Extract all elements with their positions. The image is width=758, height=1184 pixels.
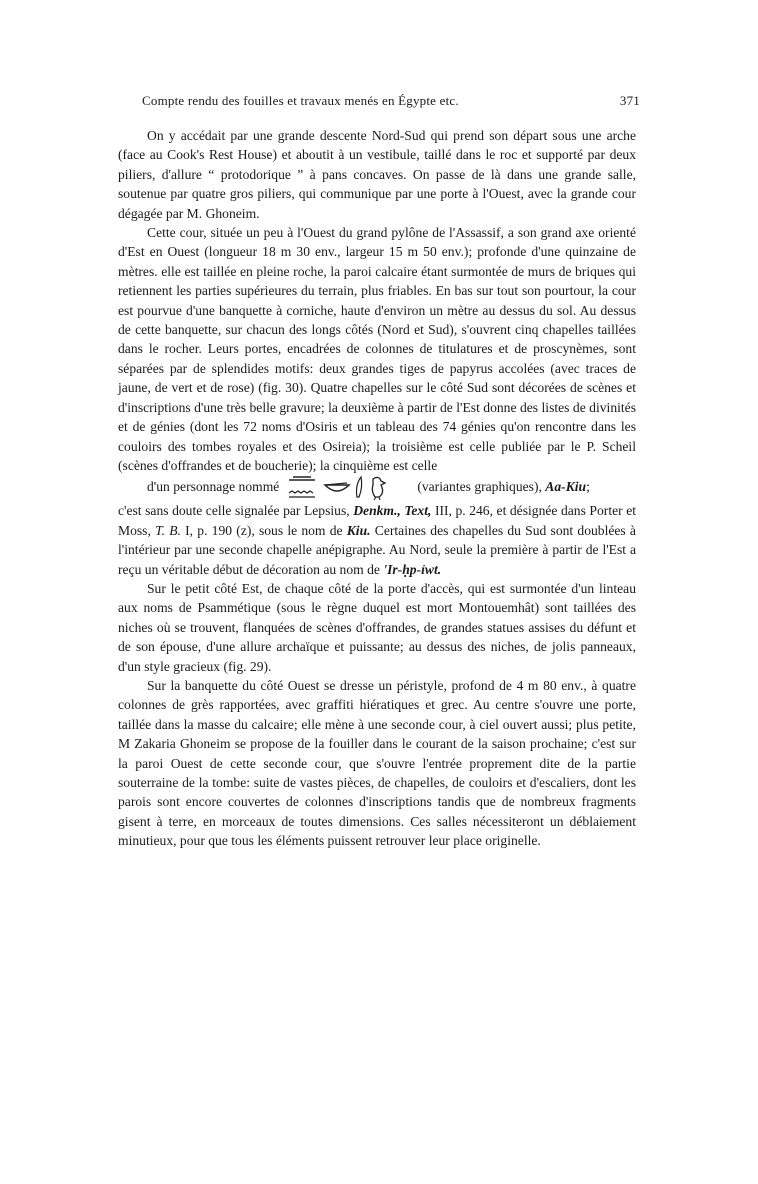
article-body	[118, 126, 636, 851]
name-kiu: Kiu.	[346, 522, 371, 538]
paragraph-2b	[118, 475, 636, 501]
paragraph-2c	[118, 501, 636, 579]
paragraph-1: On y accédait par une grande descente Nord-Sud qui prend son départ sous une arche (face au Cook's Rest House) et aboutit à un vestibule, taillé dans le roc et supporté par deux piliers, d'allure “ protodorique ” à pans concaves. On passe de là dans une grande salle, soutenue par quatre gros piliers, qui communique par une porte à l'Ouest, avec la grande cour dégagée par M. Ghoneim.	[118, 128, 636, 221]
running-header	[142, 93, 640, 109]
citation-denkm: Denkm., Text,	[353, 503, 432, 519]
running-title: Compte rendu des fouilles et travaux menés en Égypte etc.	[142, 93, 459, 108]
text-segment: d'un personnage nommé	[147, 479, 280, 495]
name-ir-hp-iwt: 'Ir-ḥp-ỉwt.	[383, 561, 442, 577]
paragraph-2a: Cette cour, située un peu à l'Ouest du grand pylône de l'Assassif, a son grand axe orienté d'Est en Ouest (longueur 18 m 30 env., largeur 15 m 50 env.); profonde d'une quinzaine de mètres. elle est taillée en pleine roche, la paroi calcaire étant surmontée de murs de briques qui retiennent les parties supérieures du terrain, plus friables. En bas sur tout son pourtour, la cour est pourvue d'une banquette à corniche, haute d'environ un mètre au dessus du sol. Au dessus de cette banquette, sur chacun des longs côtés (Nord et Sud), s'ouvrent cinq chapelles taillées dans le rocher. Leurs portes, encadrées de colonnes de titulatures et de proscynèmes, sont séparées par de splendides motifs: deux grandes tiges de papyrus accolées (avec traces de jaune, de vert et de rose) (fig. 30). Quatre chapelles sur le côté Sud sont décorées de scènes et d'inscriptions d'une très belle gravure; la deuxième à partir de l'Est donne des listes de divinités et de génies (dont les 72 noms d'Osiris et un tableau des 74 génies qu'on rencontre dans les couloirs des tombes royales et des Osireia); la troisième est celle publiée par le P. Scheil (scènes d'offrandes et de boucherie); la cinquième est celle	[118, 225, 636, 473]
paragraph-3: Sur le petit côté Est, de chaque côté de la porte d'accès, qui est surmontée d'un linteau aux noms de Psammétique (sous le règne duquel est mort Montouemhât) sont taillées des niches où se trouvent, flanquées de scènes d'offrandes, de grandes statues assises du défunt et de son épouse, d'une allure archaïque et puissante; au dessus des niches, de jolis panneaux, d'un style gracieux (fig. 29).	[118, 580, 636, 674]
paragraph-4: Sur la banquette du côté Ouest se dresse un péristyle, profond de 4 m 80 env., à quatre colonnes de grès rapportées, avec graffiti hiératiques et grec. Au centre s'ouvre une porte, taillée dans la masse du calcaire; elle mène à une seconde cour, à ciel ouvert aussi; plus petite, M Zakaria Ghoneim se propose de la fouiller dans le courant de la saison prochaine; c'est sur la paroi Ouest de cette seconde cour, que s'ouvre l'entrée proprement dite de la partie souterraine de la tombe: suite de vastes pièces, de chapelles, de couloirs et d'escaliers, dont les parois sont encore couvertes de colonnes d'inscriptions tandis que de nombreux fragments gisent à terre, en morceaux de toutes dimensions. Ces salles nécessiteront un déblaiement minutieux, pour que tous les éléments puissent retrouver leur place originelle.	[118, 677, 636, 849]
citation-tb: T. B.	[155, 522, 181, 538]
name-aa-kiu: Aa-Kiu	[545, 479, 587, 495]
hieroglyph-name-icon	[285, 475, 413, 501]
text-segment: III, p. 246, et désignée dans Porter et Moss,	[118, 503, 637, 538]
text-segment: c'est sans doute celle signalée par Lepsius,	[118, 503, 350, 519]
text-segment: Certaines des chapelles du Sud sont doublées à l'intérieur par une seconde chapelle anépigraphe. Au Nord, seule la première à partir de l'Est a reçu un véritable début de décoration au nom de	[118, 522, 636, 577]
text-segment: ;	[586, 479, 590, 495]
page-number: 371	[619, 93, 640, 108]
text-segment: I, p. 190 (z), sous le nom de	[185, 522, 343, 538]
text-segment: (variantes graphiques),	[417, 479, 542, 495]
